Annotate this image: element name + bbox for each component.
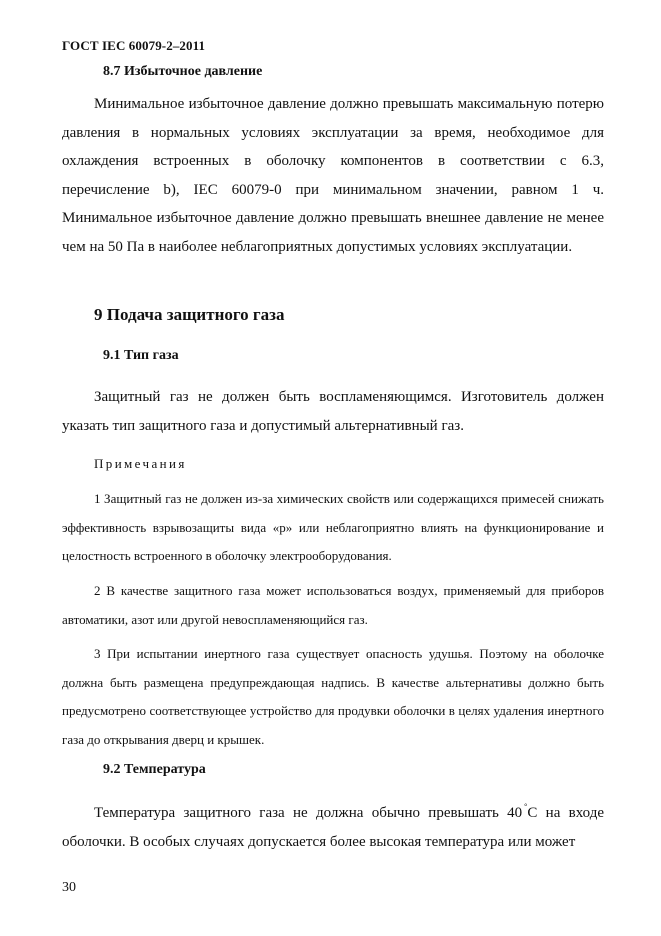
notes-title: Примечания: [94, 456, 187, 471]
page-number: 30: [62, 880, 76, 895]
temperature-unit: С: [527, 805, 538, 821]
note-1: 1 Защитный газ не должен из-за химических свойств или содержащихся примесей снижать эффективность взрывозащиты вида «р» или неблагоприятно влиять на функционирование и целостность встроенного в оболочку электрооборудования.: [62, 491, 604, 563]
note-3: 3 При испытании инертного газа существует опасность удушья. Поэтому на оболочке должна быть размещена предупреждающая надпись. В качестве альтернативы должно быть предусмотрено соответствующее устройство для продувки оболочки в целях удаления инертного газа до открывания дверц и крышек.: [62, 646, 604, 747]
section-9-title: 9 Подача защитного газа: [94, 305, 285, 324]
section-9-2-text-after: на входе оболочки. В особых случаях допускается более высокая температура или может: [62, 805, 605, 850]
section-9-1-title: 9.1 Тип газа: [103, 348, 179, 363]
section-8-7-text: Минимальное избыточное давление должно превышать максимальную потерю давления в нормальных условиях эксплуатации за время, необходимое для охлаждения встроенных в оболочку компонентов в соответствии с 6.3, перечисление b), IEC 60079-0 при минимальном значении, равном 1 ч. Минимальное избыточное давление должно превышать внешнее давление не менее чем на 50 Па в наиболее неблагоприятных допустимых условиях эксплуатации.: [62, 96, 604, 255]
document-header: ГОСТ IEC 60079-2–2011: [62, 38, 206, 53]
section-9-2-text-before: Температура защитного газа не должна обычно превышать: [94, 805, 499, 821]
section-8-7-title: 8.7 Избыточное давление: [103, 64, 263, 79]
section-9-1-text: Защитный газ не должен быть воспламеняющимся. Изготовитель должен указать тип защитного газа и допустимый альтернативный газ.: [62, 389, 604, 434]
section-9-2-title: 9.2 Температура: [103, 762, 206, 777]
section-9-2-text: [62, 793, 604, 856]
temperature-number: 40: [507, 805, 523, 821]
degree-sign: °: [524, 802, 528, 811]
temperature-value: [507, 802, 538, 821]
note-2: 2 В качестве защитного газа может использоваться воздух, применяемый для приборов автоматики, азот или другой невоспламеняющийся газ.: [62, 583, 604, 627]
